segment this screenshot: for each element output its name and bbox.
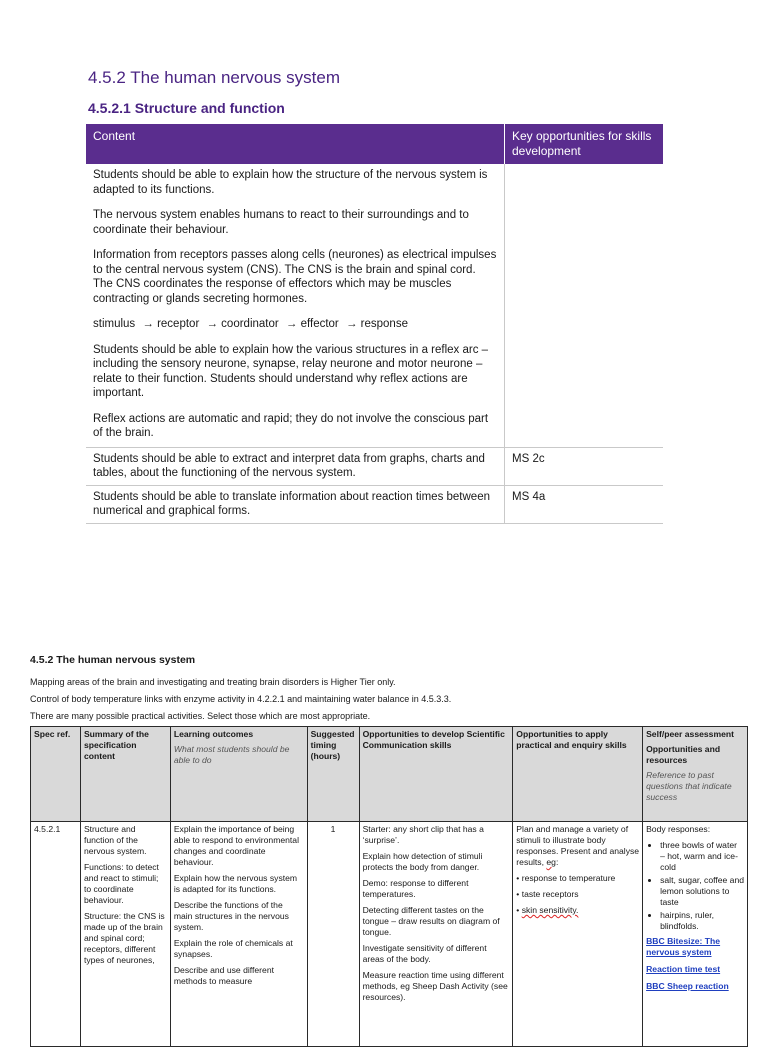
outcome-text: Explain how the nervous system is adapted for its functions. [173,873,298,894]
resource-item: • hairpins, ruler, blindfolds. [660,910,744,932]
resource-item: • salt, sugar, coffee and lemon solutions to taste [660,875,744,908]
activity-text: Detecting different tastes on the tongue – draw results on diagram of tongue. [362,905,500,937]
summary-text: Structure and function of the nervous system. [83,824,147,856]
activity-text: Demo: response to different temperatures. [362,878,469,899]
col-content-header: Content [86,124,505,164]
page-title: 4.5.2 The human nervous system [88,68,340,87]
bbc-bitesize-link[interactable]: BBC Bitesize: The nervous system [646,936,721,957]
spec-table-row [86,485,663,523]
assessment-cell [643,822,748,1047]
col-assessment [643,727,748,822]
sow-row [31,822,748,1047]
practical-intro-colon: : [555,857,559,867]
sow-note: There are many possible practical activities. Select those which are most appropriate. [30,711,371,721]
spec-paragraph: Students should be able to explain how the structure of the nervous system is adapted to its functions. [93,169,488,196]
bbc-sheep-link[interactable]: BBC Sheep reaction [646,981,729,991]
spec-table-header-row [86,124,663,164]
spec-table-row [86,164,663,447]
outcomes-heading: Learning outcomes [173,729,254,739]
col-spec-ref: Spec ref. [31,727,81,822]
spec-paragraph: The nervous system enables humans to react to their surroundings and to coordinate their behaviour. [93,209,469,236]
col-skills-header: Key opportunities for skills development [505,124,664,164]
practical-item: • taste receptors [516,889,579,899]
practical-item: • response to temperature [516,873,616,883]
col-summary: Summary of the specification content [80,727,170,822]
spec-content-cell: Students should be able to translate information about reaction times between numerical and graphical forms. [86,485,505,523]
practical-item-text: response to temperature [521,873,616,883]
spec-paragraph: Students should be able to explain how the various structures in a reflex arc – including the sensory neurone, synapse, relay neurone and motor neurone – relate to their function. Students should understand why reflex actions are important. [93,343,489,399]
flow-step: stimulus [93,318,136,330]
activity-text: Investigate sensitivity of different areas of the body. [362,943,487,964]
practical-intro-eg: eg [546,857,556,867]
activity-text: Measure reaction time using different methods, eg Sheep Dash Activity (see resources). [362,970,508,1002]
summary-cell [80,822,170,1047]
spec-table [86,124,663,524]
communication-cell [359,822,513,1047]
timing-cell: 1 [307,822,359,1047]
spec-header [88,68,688,116]
practical-item: • skin sensitivity. [516,905,579,915]
spec-ref-cell: 4.5.2.1 [31,822,81,1047]
outcome-text: Describe the functions of the main structures in the nervous system. [173,900,289,932]
flow-step: → effector [285,318,339,330]
practical-intro-text: Plan and manage a variety of stimuli to illustrate body responses. Present and analyse results, [516,824,640,867]
activity-text: Explain how detection of stimuli protects the body from danger. [362,851,483,872]
summary-text: Functions: to detect and react to stimuli; to coordinate behaviour. [83,862,159,905]
spec-skill-cell: MS 2c [505,447,664,485]
assessment-note: Reference to past questions that indicate success [646,770,732,802]
resource-list [646,840,744,932]
col-communication: Opportunities to develop Scientific Communication skills [359,727,513,822]
spec-table-row [86,447,663,485]
flow-step: → coordinator [206,318,279,330]
flow-step: → response [345,318,408,330]
sow-note: Mapping areas of the brain and investigating and treating brain disorders is Higher Tier only. [30,677,396,687]
spec-skill-cell: MS 4a [505,485,664,523]
col-timing: Suggested timing (hours) [307,727,359,822]
sow-table [30,726,748,1047]
spec-paragraph: Information from receptors passes along cells (neurones) as electrical impulses to the central nervous system (CNS). The CNS is the brain and spinal cord. The CNS coordinates the response of effectors which may be muscles contracting or glands secreting hormones. [93,249,497,305]
summary-text: Structure: the CNS is made up of the brain and spinal cord; receptors, different types of neurones, [83,911,165,965]
spec-paragraph: Reflex actions are automatic and rapid; they do not involve the conscious part of the brain. [93,412,489,439]
activity-text: Starter: any short clip that has a ‘surprise’. [362,824,484,845]
col-outcomes [170,727,307,822]
spec-content-cell: Students should be able to extract and interpret data from graphs, charts and tables, about the functioning of the nervous system. [86,447,505,485]
reaction-time-link[interactable]: Reaction time test [646,964,721,974]
sow-note: Control of body temperature links with enzyme activity in 4.2.2.1 and maintaining water balance in 4.5.3.3. [30,694,452,704]
spec-skill-cell [505,164,664,447]
resource-item: • three bowls of water – hot, warm and ice-cold [660,840,744,873]
outcomes-subheading: What most students should be able to do [173,744,290,765]
practical-item-text: taste receptors [521,889,579,899]
flow-step: → receptor [142,318,200,330]
sow-title: 4.5.2 The human nervous system [30,654,196,666]
col-practical: Opportunities to apply practical and enquiry skills [513,727,643,822]
outcome-text: Explain the importance of being able to respond to environmental changes and coordinate behaviour. [173,824,299,867]
stimulus-response-flow [93,317,497,332]
outcome-text: Describe and use different methods to measure [173,965,274,986]
assessment-subheading: Opportunities and resources [646,744,721,765]
outcome-text: Explain the role of chemicals at synapses. [173,938,293,959]
assessment-heading: Self/peer assessment [646,729,734,739]
practical-cell [513,822,643,1047]
outcomes-cell [170,822,307,1047]
practical-item-text: skin sensitivity. [521,905,579,915]
spec-content-cell [86,164,505,447]
practical-intro [516,824,639,868]
sow-header [30,654,750,728]
section-subtitle: 4.5.2.1 Structure and function [88,100,285,116]
sow-header-row [31,727,748,822]
assessment-title: Body responses: [646,824,711,834]
